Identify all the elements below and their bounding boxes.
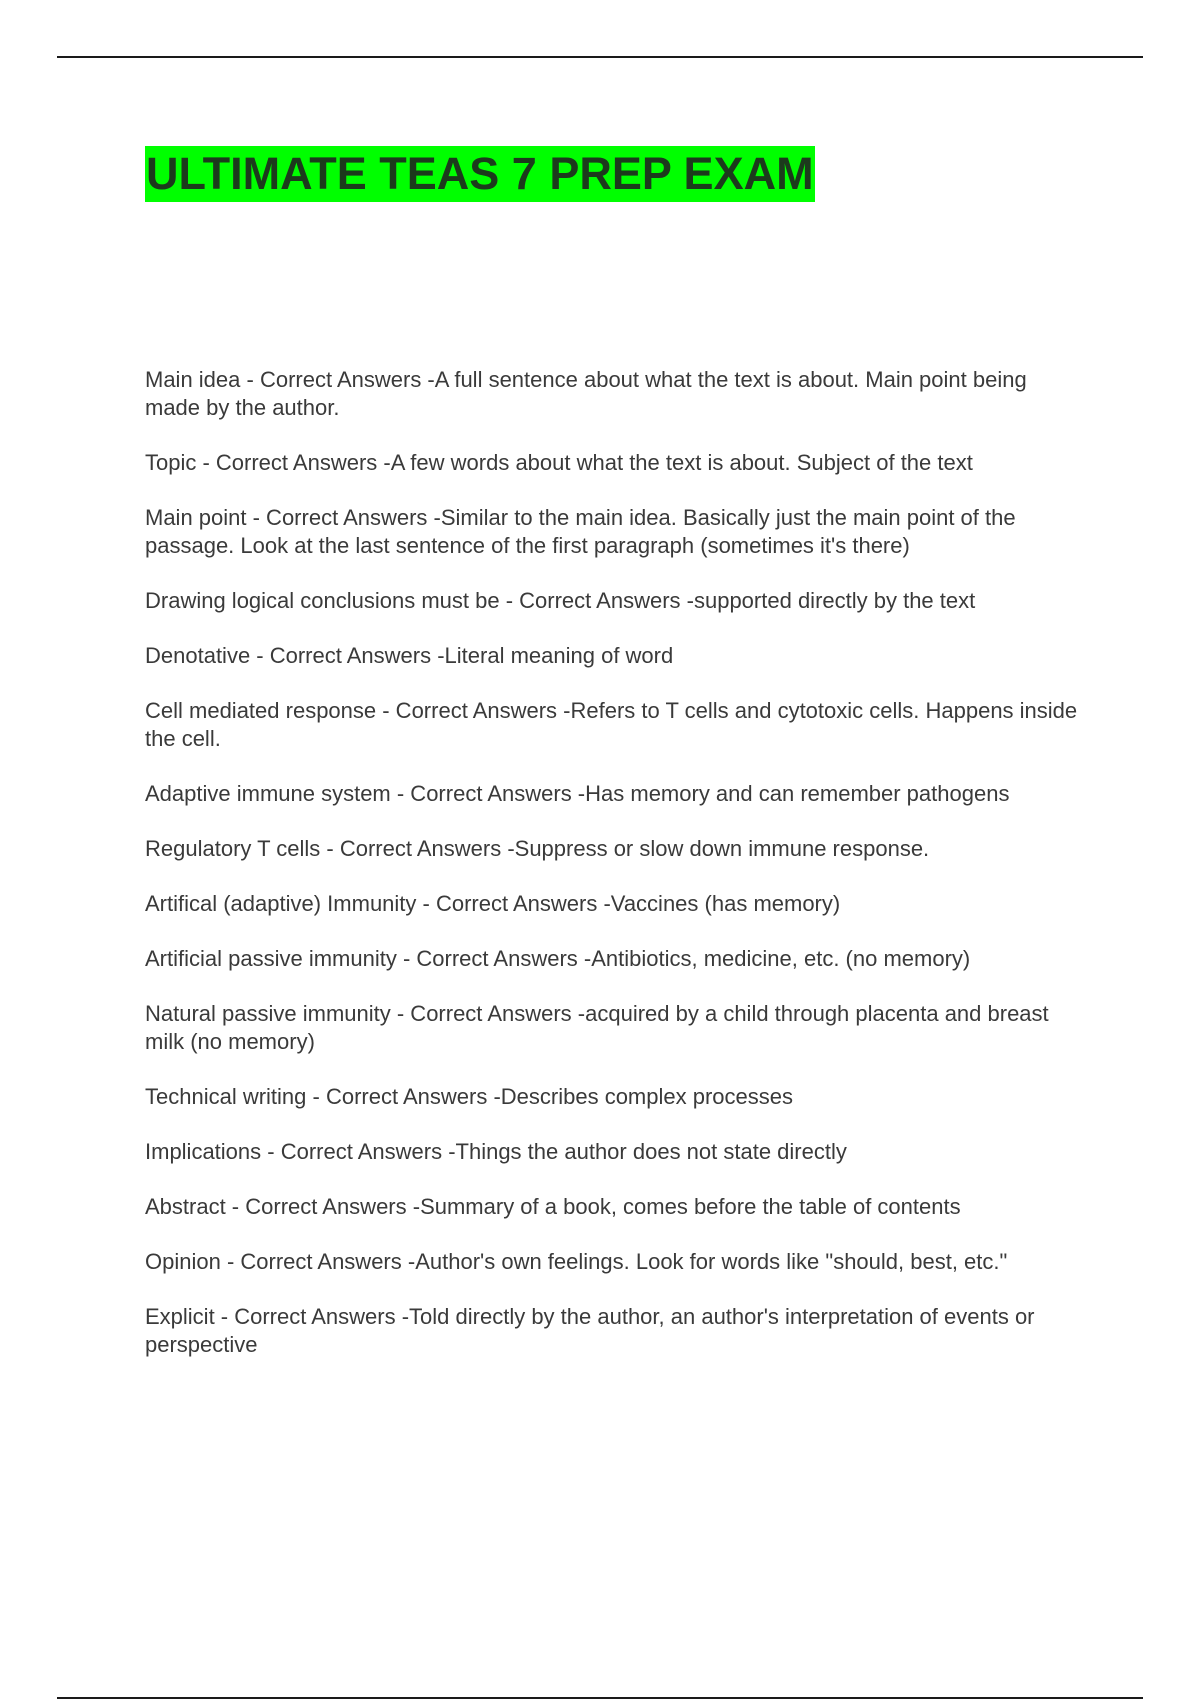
list-item: Denotative - Correct Answers -Literal meaning of word [145, 643, 674, 668]
list-item: Adaptive immune system - Correct Answers -Has memory and can remember pathogens [145, 781, 1010, 806]
list-item: Drawing logical conclusions must be - Correct Answers -supported directly by the text [145, 588, 976, 613]
list-item: Natural passive immunity - Correct Answers -acquired by a child through placenta and breast milk (no memory) [145, 1001, 1049, 1054]
list-item: Explicit - Correct Answers -Told directly by the author, an author's interpretation of events or perspective [145, 1304, 1035, 1357]
bottom-rule [57, 1697, 1143, 1699]
list-item: Artifical (adaptive) Immunity - Correct Answers -Vaccines (has memory) [145, 891, 841, 916]
title-block [145, 146, 815, 202]
list-item: Technical writing - Correct Answers -Describes complex processes [145, 1084, 793, 1109]
list-item: Topic - Correct Answers -A few words about what the text is about. Subject of the text [145, 450, 973, 475]
page-title: ULTIMATE TEAS 7 PREP EXAM [145, 146, 815, 202]
flashcard-list [145, 366, 1080, 1386]
list-item: Artificial passive immunity - Correct Answers -Antibiotics, medicine, etc. (no memory) [145, 946, 971, 971]
top-rule [57, 56, 1143, 58]
list-item: Main point - Correct Answers -Similar to the main idea. Basically just the main point of the passage. Look at the last sentence of the first paragraph (sometimes it's there) [145, 505, 1016, 558]
list-item: Main idea - Correct Answers -A full sentence about what the text is about. Main point being made by the author. [145, 367, 1027, 420]
list-item: Implications - Correct Answers -Things the author does not state directly [145, 1139, 847, 1164]
list-item: Regulatory T cells - Correct Answers -Suppress or slow down immune response. [145, 836, 930, 861]
list-item: Opinion - Correct Answers -Author's own feelings. Look for words like "should, best, etc." [145, 1249, 1008, 1274]
list-item: Cell mediated response - Correct Answers -Refers to T cells and cytotoxic cells. Happens inside the cell. [145, 698, 1078, 751]
list-item: Abstract - Correct Answers -Summary of a book, comes before the table of contents [145, 1194, 961, 1219]
